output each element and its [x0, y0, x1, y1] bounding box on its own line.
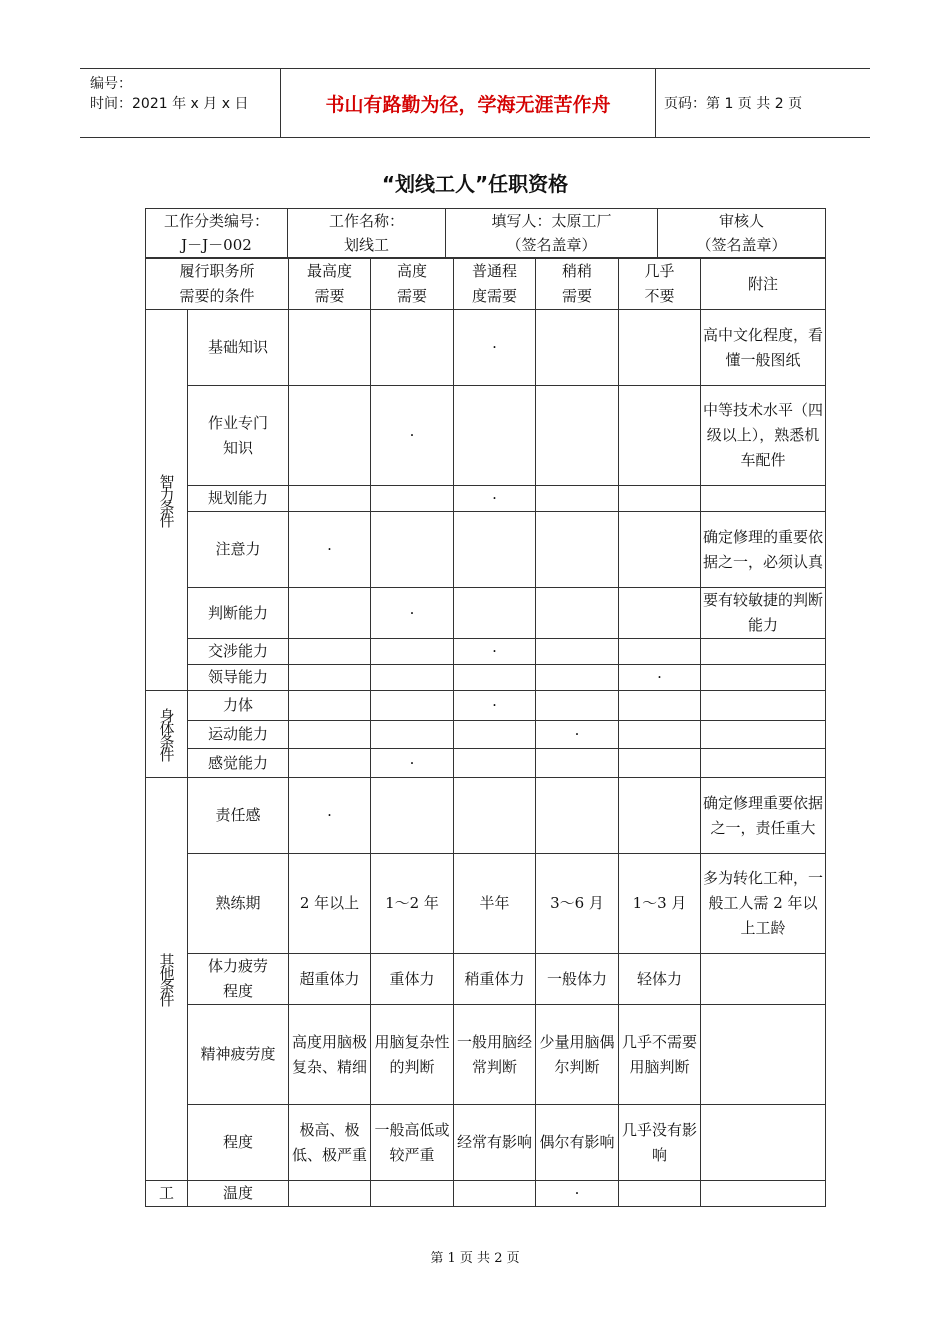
table-row [146, 1105, 826, 1181]
cell-value: 偶尔有影响 [536, 1105, 619, 1181]
mark: · [454, 639, 536, 665]
cell-value: 高度用脑极复杂、精细 [289, 1005, 371, 1105]
page-footer: 第 1 页 共 2 页 [430, 1251, 520, 1266]
condition-header-line1: 履行职务所 [179, 262, 255, 280]
table-row [146, 639, 826, 665]
job-code-value: J－J－002 [181, 236, 252, 254]
condition-header [146, 259, 289, 310]
cell-value: 几乎不需要用脑判断 [619, 1005, 701, 1105]
mark: · [371, 588, 454, 639]
row-label: 熟练期 [188, 854, 289, 954]
cell-value: 几乎没有影响 [619, 1105, 701, 1181]
row-label-line2: 知识 [223, 438, 254, 457]
cell-value: 一般用脑经常判断 [454, 1005, 536, 1105]
level-high-line1: 高度 [397, 262, 428, 280]
row-label: 规划能力 [188, 486, 289, 512]
cell-value: 一般高低或较严重 [371, 1105, 454, 1181]
cell-value: 3～6 月 [536, 854, 619, 954]
condition-header-line2: 需要的条件 [179, 287, 255, 305]
cell-value: 重体力 [371, 954, 454, 1005]
mark: · [454, 310, 536, 386]
level-highest-line1: 最高度 [307, 262, 353, 280]
row-label: 判断能力 [188, 588, 289, 639]
table-row [146, 954, 826, 1005]
mark: · [454, 691, 536, 721]
table-row [146, 778, 826, 854]
table-row [146, 1181, 826, 1207]
row-label-line2: 程度 [223, 982, 254, 1000]
row-note: 中等技术水平（四级以上），熟悉机车配件 [701, 386, 826, 486]
reviewer-cell [658, 209, 826, 258]
level-none-header [619, 259, 701, 310]
mark: · [536, 721, 619, 749]
row-label: 领导能力 [188, 665, 289, 691]
table-row [146, 512, 826, 588]
job-name-cell [288, 209, 446, 258]
mark: · [454, 486, 536, 512]
level-normal-header [454, 259, 536, 310]
reviewer-sign: （签名盖章） [696, 236, 787, 254]
header-meta [80, 69, 280, 137]
cell-value: 超重体力 [289, 954, 371, 1005]
level-highest-header [289, 259, 371, 310]
row-label: 交涉能力 [188, 639, 289, 665]
number-label: 编号： [90, 76, 132, 92]
writer-cell [446, 209, 658, 258]
job-info-table [145, 208, 826, 258]
row-label: 程度 [188, 1105, 289, 1181]
page-info: 页码：第 1 页 共 2 页 [664, 96, 803, 112]
row-note: 多为转化工种，一般工人需 2 年以上工龄 [701, 854, 826, 954]
level-slight-line2: 需要 [562, 287, 593, 305]
row-label: 精神疲劳度 [188, 1005, 289, 1105]
job-name-label: 工作名称： [328, 212, 404, 230]
table-row [146, 721, 826, 749]
level-none-line2: 不要 [644, 287, 675, 305]
mark: · [536, 1181, 619, 1207]
row-label: 注意力 [188, 512, 289, 588]
level-normal-line2: 度需要 [472, 287, 518, 305]
row-label: 温度 [188, 1181, 289, 1207]
row-note: 确定修理重要依据之一，责任重大 [701, 778, 826, 854]
cell-value: 轻体力 [619, 954, 701, 1005]
group-physical: 身体条件 [146, 691, 188, 778]
cell-value: 经常有影响 [454, 1105, 536, 1181]
job-code-cell [146, 209, 288, 258]
row-label [188, 954, 289, 1005]
row-label: 基础知识 [188, 310, 289, 386]
table-row [146, 854, 826, 954]
mark: · [289, 512, 371, 588]
cell-value: 极高、极低、极严重 [289, 1105, 371, 1181]
cell-value: 1～2 年 [371, 854, 454, 954]
cell-value: 2 年以上 [289, 854, 371, 954]
table-row [146, 749, 826, 778]
level-none-line1: 几乎 [644, 262, 675, 280]
job-code-label: 工作分类编号： [163, 212, 269, 230]
level-high-header [371, 259, 454, 310]
document-title: “划线工人”任职资格 [381, 172, 569, 196]
qualification-table [145, 258, 826, 1207]
table-row [146, 310, 826, 386]
cell-value: 半年 [454, 854, 536, 954]
table-row [146, 665, 826, 691]
cell-value: 一般体力 [536, 954, 619, 1005]
note-header: 附注 [701, 259, 826, 310]
cell-value: 用脑复杂性的判断 [371, 1005, 454, 1105]
table-row [146, 1005, 826, 1105]
table-row [146, 691, 826, 721]
group-intellect: 智力条件 [146, 310, 188, 691]
date-label: 时间：2021 年 x 月 x 日 [90, 96, 249, 112]
mark: · [371, 386, 454, 486]
job-name-value: 划线工 [343, 236, 389, 254]
group-work: 工 [146, 1181, 188, 1207]
level-slight-line1: 稍稍 [562, 262, 593, 280]
reviewer-label: 审核人 [718, 212, 764, 230]
writer-label: 填写人：太原工厂 [491, 212, 612, 230]
table-row [146, 486, 826, 512]
level-normal-line1: 普通程 [472, 262, 518, 280]
row-label-line1: 作业专门 [208, 413, 269, 432]
mark: · [289, 778, 371, 854]
table-row [146, 386, 826, 486]
level-highest-line2: 需要 [314, 287, 345, 305]
cell-value: 1～3 月 [619, 854, 701, 954]
row-label: 运动能力 [188, 721, 289, 749]
page-header [80, 68, 870, 138]
level-slight-header [536, 259, 619, 310]
mark: · [371, 749, 454, 778]
row-note: 要有较敏捷的判断能力 [701, 588, 826, 639]
column-header-row [146, 259, 826, 310]
row-label: 力体 [188, 691, 289, 721]
group-other: 其他条件 [146, 778, 188, 1181]
table-row [146, 588, 826, 639]
row-note: 高中文化程度，看懂一般图纸 [701, 310, 826, 386]
writer-sign: （签名盖章） [506, 236, 597, 254]
row-note: 确定修理的重要依据之一，必须认真 [701, 512, 826, 588]
level-high-line2: 需要 [397, 287, 428, 305]
cell-value: 少量用脑偶尔判断 [536, 1005, 619, 1105]
row-label: 责任感 [188, 778, 289, 854]
cell-value: 稍重体力 [454, 954, 536, 1005]
row-label [188, 386, 289, 486]
motto: 书山有路勤为径，学海无涯苦作舟 [280, 69, 656, 137]
row-label: 感觉能力 [188, 749, 289, 778]
mark: · [619, 665, 701, 691]
row-label-line1: 体力疲劳 [208, 957, 269, 975]
